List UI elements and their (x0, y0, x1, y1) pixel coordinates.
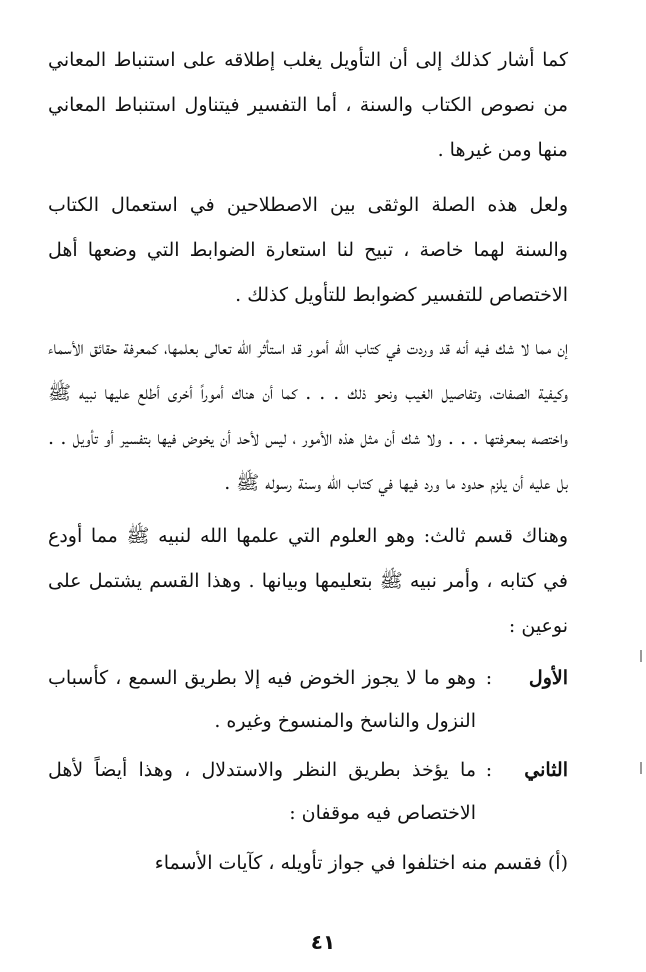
item-colon: : (485, 667, 493, 689)
scan-edge-mark (640, 762, 642, 774)
paragraph-4: وهناك قسم ثالث: وهو العلوم التي علمها الله لنبيه ﷺ مما أودع في كتابه ، وأمر نبيه ﷺ بتعليمها وبيانها . وهذا القسم يشتمل على نوعين : (48, 525, 568, 637)
scan-edge-mark (640, 650, 642, 662)
item-text-first: وهو ما لا يجوز الخوض فيه إلا بطريق السمع ، كأسباب النزول والناسخ والمنسوخ وغيره . (48, 667, 476, 732)
item-label-first: الأول (528, 667, 568, 689)
item-colon: : (485, 759, 493, 781)
paragraph-3: إن مما لا شك فيه أنه قد وردت في كتاب الله أمور قد استأثر الله تعالى بعلمها، كمعرفة حقائق الأسماء وكيفية الصفات، وتفاصيل الغيب ونحو ذلك . . . كما أن هناك أموراً أخرى أطلع عليها نبيه ﷺ واختصه بمعرفتها . . . ولا شك أن مثل هذه الأمور ، ليس لأحد أن يخوض فيها بتفسير أو تأويل . . بل عليه أن يلزم حدود ما ورد فيها في كتاب الله وسنة رسوله ﷺ . (48, 337, 568, 494)
item-text-second: ما يؤخذ بطريق النظر والاستدلال ، وهذا أيضاً لأهل الاختصاص فيه موقفان : (48, 759, 476, 824)
paragraph-1: كما أشار كذلك إلى أن التأويل يغلب إطلاقه على استنباط المعاني من نصوص الكتاب والسنة ، أما التفسير فيتناول استنباط المعاني منها ومن غيرها . (48, 49, 568, 161)
item-label-second: الثاني (524, 759, 568, 781)
sub-item-a: (أ) فقسم منه اختلفوا في جواز تأويله ، كآيات الأسماء (154, 852, 568, 874)
paragraph-2: ولعل هذه الصلة الوثقى بين الاصطلاحين في استعمال الكتاب والسنة لهما خاصة ، تبيح لنا استعارة الضوابط التي وضعها أهل الاختصاص للتفسير كضوابط للتأويل كذلك . (48, 194, 568, 306)
page-number: ٤١ (310, 930, 336, 954)
list-item-first (48, 657, 568, 743)
list-item-second (48, 749, 568, 835)
